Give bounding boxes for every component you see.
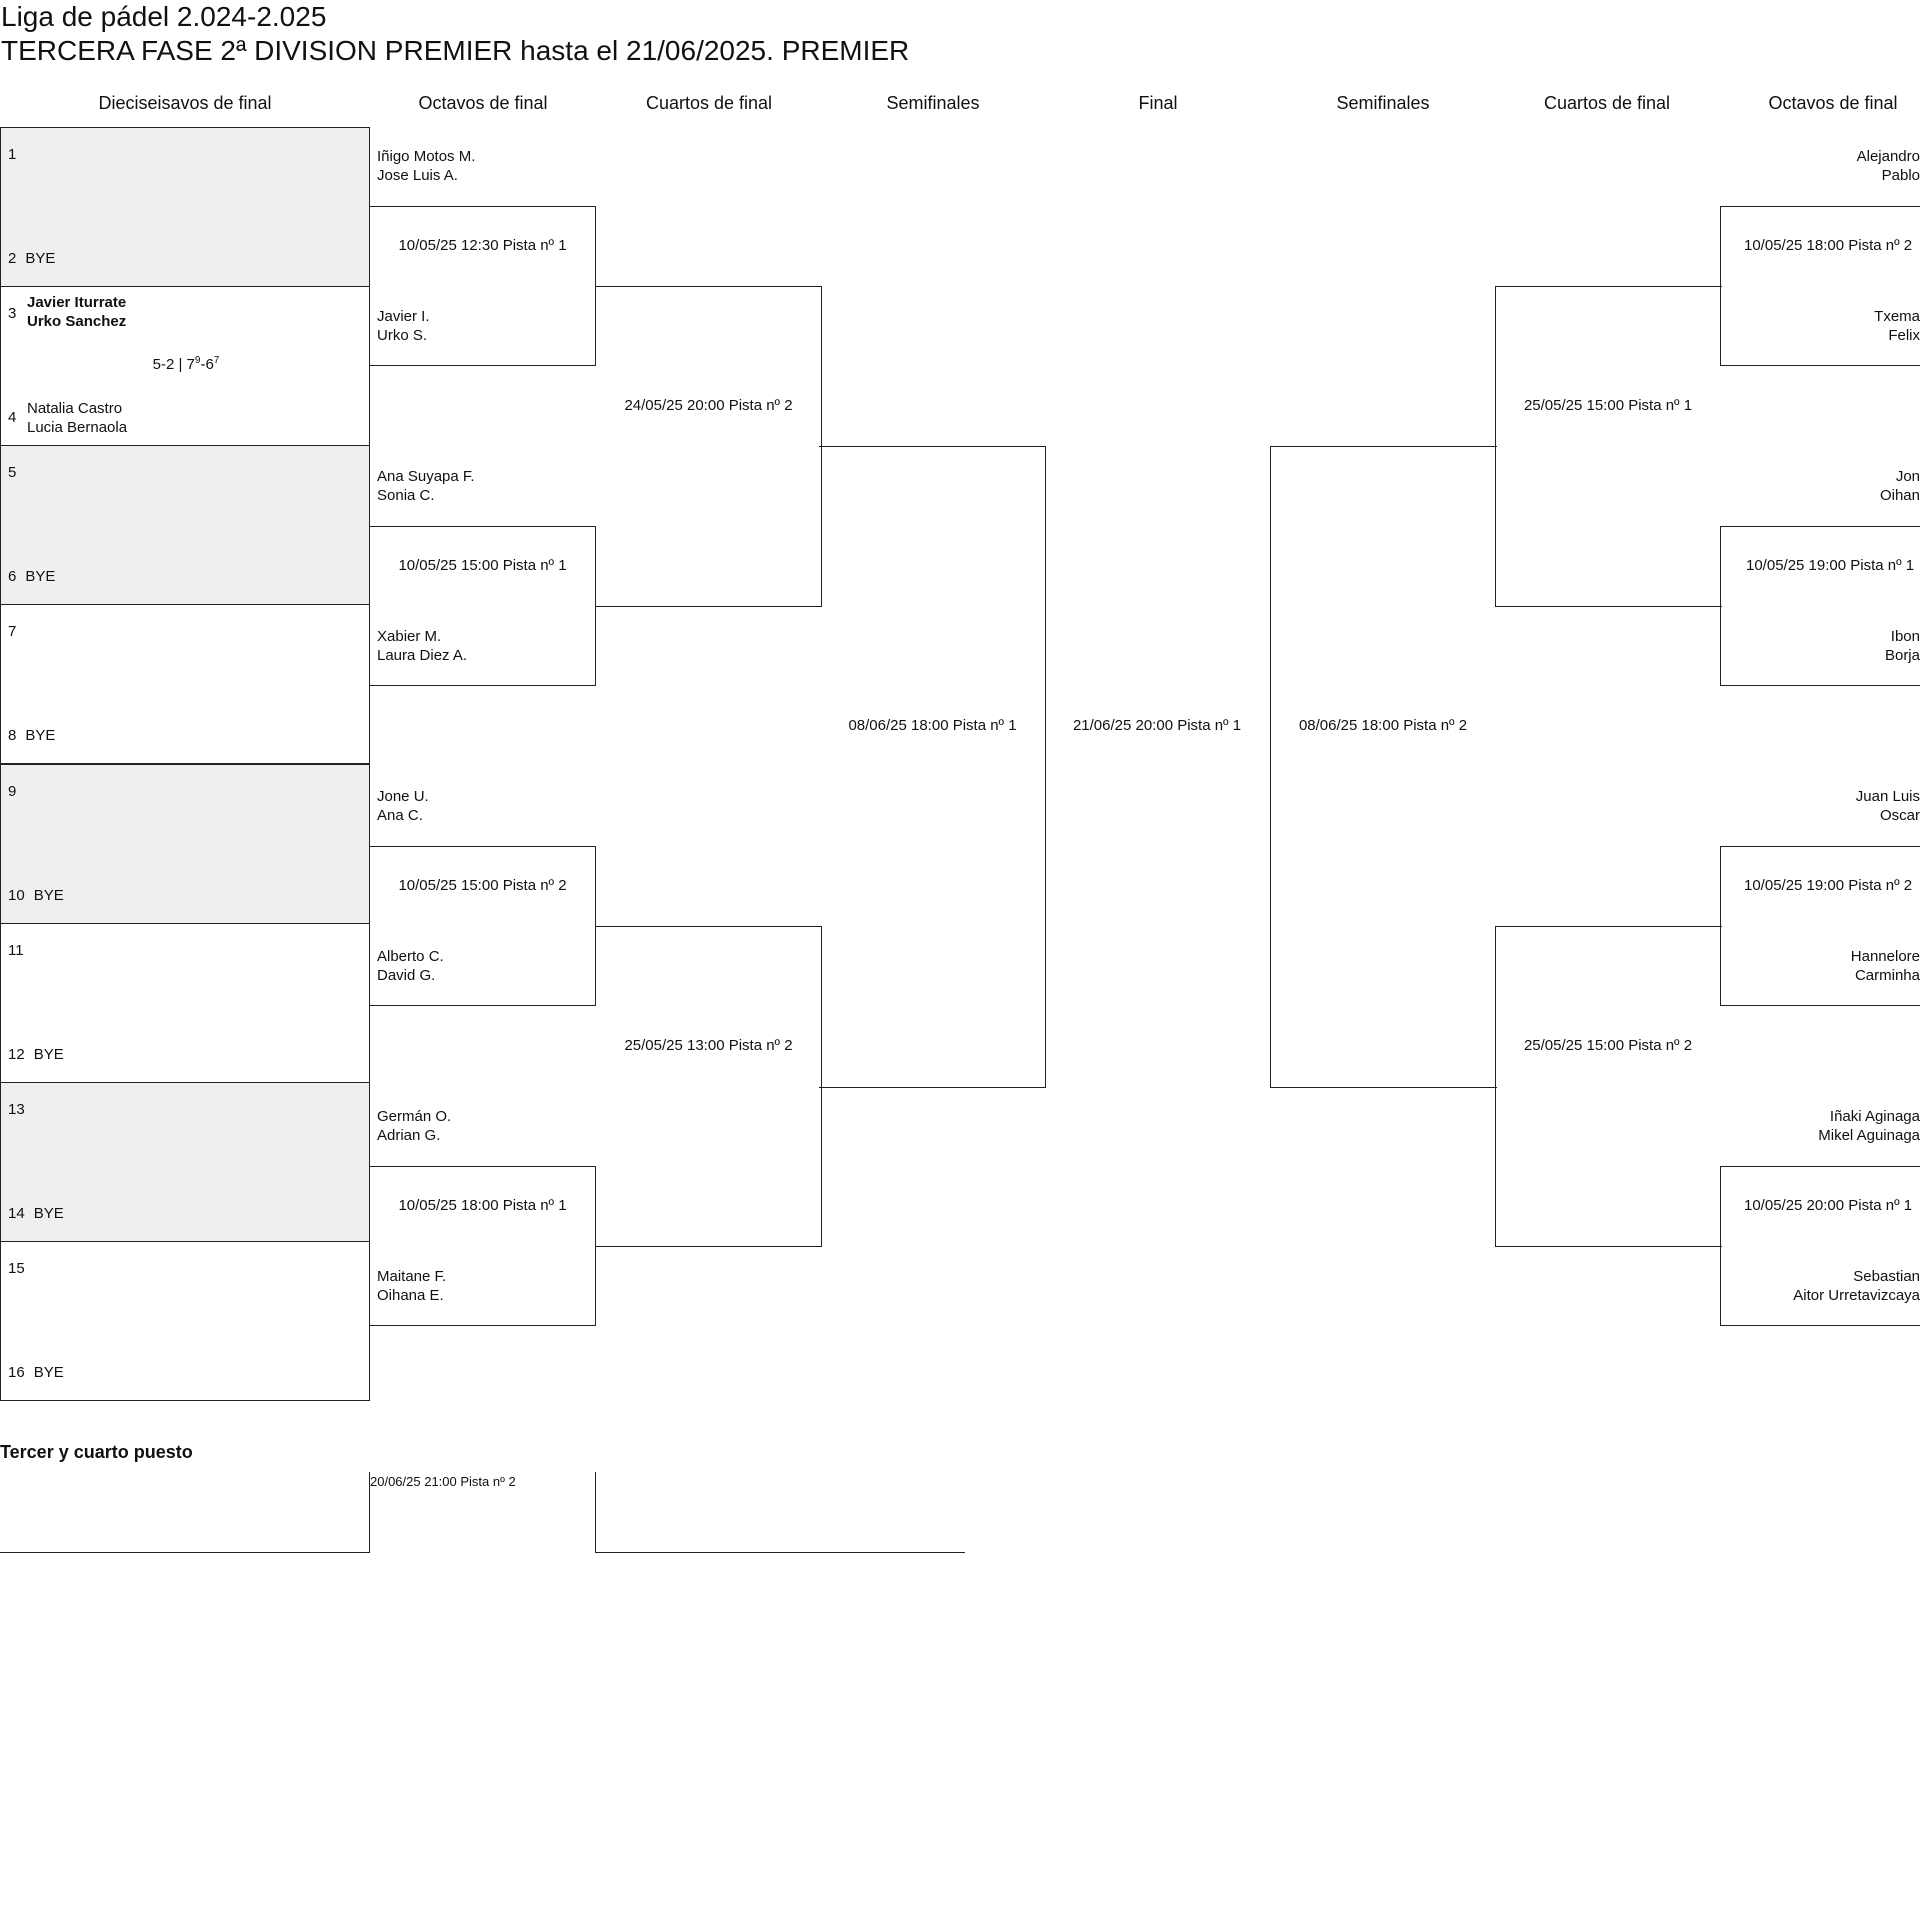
match-schedule: 10/05/25 15:00 Pista nº 2 — [398, 877, 567, 894]
team-name: BYE — [33, 1046, 64, 1063]
match-schedule: 24/05/25 20:00 Pista nº 2 — [624, 397, 793, 414]
player-name: Ibon — [1890, 628, 1920, 645]
player-name: Hannelore — [1850, 948, 1920, 965]
bracket-line — [595, 1552, 965, 1553]
team-name — [27, 293, 126, 331]
seed-number: 4 — [8, 409, 17, 426]
team-name — [1885, 627, 1920, 665]
qf-right-match-1 — [1495, 286, 1722, 607]
player-name: Txema — [1874, 308, 1920, 325]
r32-match-1 — [0, 127, 370, 287]
seed-number: 12 — [8, 1046, 25, 1063]
seed-number: 7 — [8, 623, 17, 640]
player-name: Felix — [1888, 327, 1920, 344]
team-name: BYE — [25, 727, 56, 744]
match-schedule: 25/05/25 15:00 Pista nº 1 — [1523, 397, 1693, 414]
match-schedule: 20/06/25 21:00 Pista nº 2 — [370, 1474, 516, 1489]
player-name: Sonia C. — [377, 487, 435, 504]
team-name — [377, 467, 475, 505]
player-name: Natalia Castro — [27, 400, 123, 417]
match-schedule: 25/05/25 15:00 Pista nº 2 — [1523, 1037, 1693, 1054]
seed-number: 1 — [8, 146, 17, 163]
player-name: David G. — [377, 967, 436, 984]
seed-number: 13 — [8, 1101, 25, 1118]
player-name: Urko S. — [377, 327, 428, 344]
player-name: Jone U. — [377, 788, 429, 805]
player-name: Iñigo Motos M. — [377, 148, 476, 165]
player-name: Oihan — [1879, 487, 1920, 504]
player-name: Ana Suyapa F. — [377, 468, 475, 485]
player-name: Ana C. — [377, 807, 423, 824]
team-name — [377, 1267, 446, 1305]
r32-match-4 — [0, 604, 370, 764]
team-name: BYE — [33, 1205, 64, 1222]
player-name: Oihana E. — [377, 1287, 444, 1304]
round-header-r32: Dieciseisavos de final — [98, 93, 272, 113]
r32-match-7 — [0, 1082, 370, 1242]
team-name — [377, 947, 444, 985]
page-title: Liga de pádel 2.024-2.025 — [1, 1, 327, 32]
player-name: Maitane F. — [377, 1268, 447, 1285]
team-name — [377, 307, 430, 345]
round-header-qf-left: Cuartos de final — [645, 93, 773, 113]
seed-number: 16 — [8, 1364, 25, 1381]
bracket-line — [0, 1552, 370, 1553]
sf-right-match — [1270, 446, 1497, 1088]
player-name: Javier Iturrate — [27, 294, 127, 311]
player-name: Juan Luis — [1855, 788, 1920, 805]
team-name: BYE — [33, 887, 64, 904]
team-name — [1793, 1267, 1920, 1305]
player-name: Laura Diez A. — [377, 647, 468, 664]
player-name: Germán O. — [377, 1108, 452, 1125]
round-header-final: Final — [1138, 93, 1178, 113]
match-schedule: 10/05/25 19:00 Pista nº 1 — [1746, 557, 1915, 574]
seed-number: 14 — [8, 1205, 25, 1222]
team-name — [1851, 947, 1920, 985]
player-name: Lucia Bernaola — [27, 419, 128, 436]
match-schedule: 08/06/25 18:00 Pista nº 1 — [848, 717, 1017, 734]
player-name: Adrian G. — [377, 1127, 441, 1144]
match-schedule: 10/05/25 18:00 Pista nº 2 — [1744, 237, 1913, 254]
team-name — [27, 399, 127, 437]
team-name — [1818, 1107, 1920, 1145]
team-name — [377, 147, 475, 185]
match-score: 5-2 | $7^9-6^7$ — [152, 355, 220, 373]
match-schedule: 10/05/25 19:00 Pista nº 2 — [1744, 877, 1913, 894]
qf-right-match-2 — [1495, 926, 1722, 1247]
round-header-sf-right: Semifinales — [1336, 93, 1430, 113]
team-name: BYE — [33, 1364, 64, 1381]
player-name: Alejandro — [1856, 148, 1920, 165]
player-name: Aitor Urretavizcaya — [1793, 1287, 1920, 1304]
match-schedule: 10/05/25 18:00 Pista nº 1 — [398, 1197, 567, 1214]
r32-match-3 — [0, 445, 370, 605]
player-name: Urko Sanchez — [27, 313, 127, 330]
team-name: BYE — [25, 250, 56, 267]
bracket-line — [595, 1472, 596, 1552]
player-name: Borja — [1884, 647, 1920, 664]
seed-number: 15 — [8, 1260, 25, 1277]
sf-left-match — [819, 446, 1046, 1088]
r32-match-5 — [0, 764, 370, 924]
seed-number: 6 — [8, 568, 17, 585]
player-name: Carminha — [1854, 967, 1920, 984]
round-header-r16-right: Octavos de final — [1768, 93, 1898, 113]
player-name: Jon — [1895, 468, 1920, 485]
player-name: Jose Luis A. — [377, 167, 458, 184]
page-subtitle: TERCERA FASE 2ª DIVISION PREMIER hasta el 21/06/2025. PREMIER — [1, 35, 910, 66]
player-name: Javier I. — [377, 308, 430, 325]
team-name: BYE — [25, 568, 56, 585]
r32-match-6 — [0, 923, 370, 1083]
third-place-title: Tercer y cuarto puesto — [0, 1442, 193, 1462]
player-name: Xabier M. — [377, 628, 442, 645]
team-name — [1874, 307, 1920, 345]
r32-match-8 — [0, 1241, 370, 1401]
seed-number: 2 — [8, 250, 17, 267]
seed-number: 5 — [8, 464, 17, 481]
team-name — [377, 1107, 451, 1145]
qf-left-match-1 — [595, 286, 822, 607]
team-name — [377, 627, 467, 665]
player-name: Oscar — [1879, 807, 1920, 824]
round-header-qf-right: Cuartos de final — [1543, 93, 1671, 113]
team-name — [1856, 787, 1920, 825]
team-name — [1857, 147, 1920, 185]
match-schedule: 10/05/25 20:00 Pista nº 1 — [1744, 1197, 1913, 1214]
seed-number: 9 — [8, 783, 17, 800]
player-name: Pablo — [1881, 167, 1920, 184]
seed-number: 11 — [8, 942, 24, 959]
team-name — [377, 787, 429, 825]
seed-number: 8 — [8, 727, 17, 744]
qf-left-match-2 — [595, 926, 822, 1247]
team-name — [1880, 467, 1920, 505]
final-schedule: 21/06/25 20:00 Pista nº 1 — [1072, 717, 1242, 734]
player-name: Sebastian — [1853, 1268, 1920, 1285]
match-schedule: 25/05/25 13:00 Pista nº 2 — [624, 1037, 793, 1054]
player-name: Alberto C. — [377, 948, 444, 965]
round-header-sf-left: Semifinales — [886, 93, 980, 113]
player-name: Iñaki Aginaga — [1829, 1108, 1920, 1125]
seed-number: 3 — [8, 305, 17, 322]
player-name: Mikel Aguinaga — [1818, 1127, 1920, 1144]
match-schedule: 10/05/25 12:30 Pista nº 1 — [398, 237, 567, 254]
r32-match-2 — [0, 286, 370, 446]
seed-number: 10 — [8, 887, 25, 904]
match-schedule: 08/06/25 18:00 Pista nº 2 — [1298, 717, 1468, 734]
round-header-r16-left: Octavos de final — [418, 93, 548, 113]
match-schedule: 10/05/25 15:00 Pista nº 1 — [398, 557, 567, 574]
